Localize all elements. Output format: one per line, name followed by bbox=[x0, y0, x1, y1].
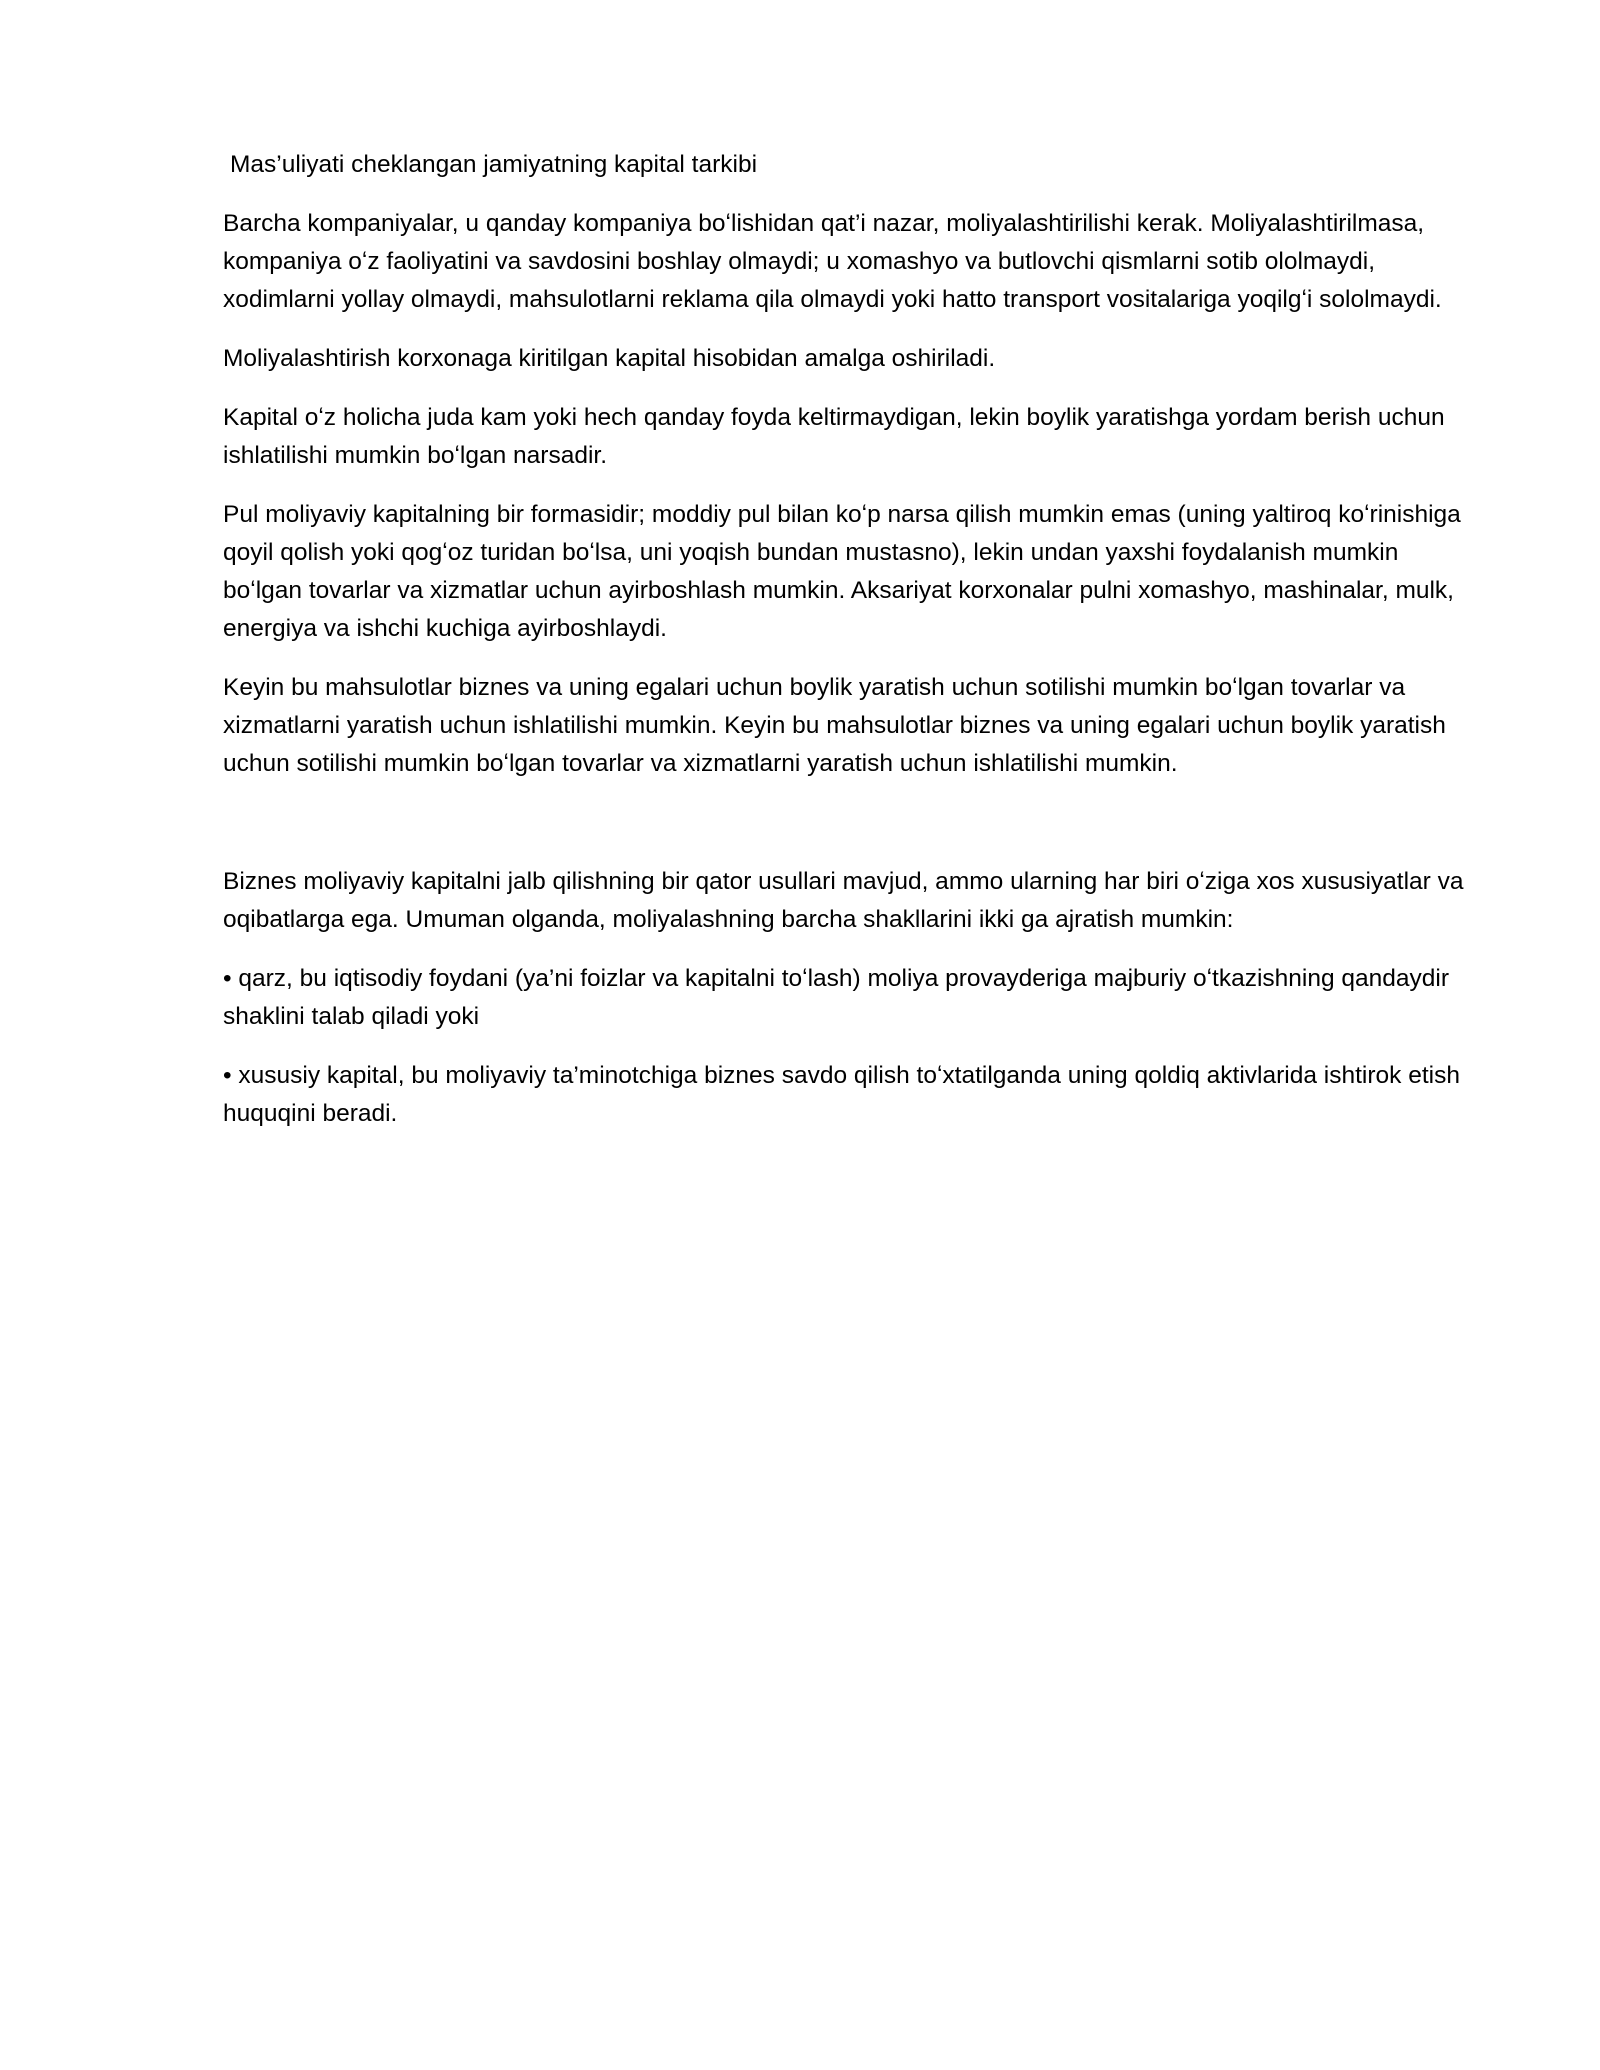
paragraph-products-wealth: Keyin bu mahsulotlar biznes va uning egalari uchun boylik yaratish uchun sotilishi mumkin boʻlgan tovarlar va xizmatlarni yaratish uchun ishlatilishi mumkin. Keyin bu mahsulotlar biznes va uning egalari uchun boylik yaratish uchun sotilishi mumkin boʻlgan tovarlar va xizmatlarni yaratish uchun ishlatilishi mumkin. bbox=[223, 674, 1446, 777]
paragraph-capital-definition: Kapital oʻz holicha juda kam yoki hech qanday foyda keltirmaydigan, lekin boylik yaratishga yordam berish uchun ishlatilishi mumkin boʻlgan narsadir. bbox=[223, 404, 1445, 469]
paragraph-money-capital: Pul moliyaviy kapitalning bir formasidir; moddiy pul bilan koʻp narsa qilish mumkin emas (uning yaltiroq koʻrinishiga qoyil qolish yoki qogʻoz turidan boʻlsa, uni yoqish bundan mustasno), lekin undan yaxshi foydalanish mumkin boʻlgan tovarlar va xizmatlar uchun ayirboshlash mumkin. Aksariyat korxonalar pulni xomashyo, mashinalar, mulk, energiya va ishchi kuchiga ayirboshlaydi. bbox=[223, 501, 1461, 642]
paragraph-spacer bbox=[223, 804, 1483, 863]
document-body bbox=[223, 146, 1483, 1154]
paragraph-financing-source: Moliyalashtirish korxonaga kiritilgan kapital hisobidan amalga oshiriladi. bbox=[223, 345, 996, 372]
bullet-item-debt: • qarz, bu iqtisodiy foydani (ya’ni foizlar va kapitalni toʻlash) moliya provayderiga majburiy oʻtkazishning qandaydir shaklini talab qiladi yoki bbox=[223, 965, 1450, 1030]
paragraph-financing-methods: Biznes moliyaviy kapitalni jalb qilishning bir qator usullari mavjud, ammo ularning har biri oʻziga xos xususiyatlar va oqibatlarga ega. Umuman olganda, moliyalashning barcha shakllarini ikki ga ajratish mumkin: bbox=[223, 868, 1464, 933]
bullet-item-equity: • xususiy kapital, bu moliyaviy ta’minotchiga biznes savdo qilish toʻxtatilganda uning qoldiq aktivlarida ishtirok etish huquqini beradi. bbox=[223, 1062, 1460, 1127]
paragraph-financing-need: Barcha kompaniyalar, u qanday kompaniya boʻlishidan qat’i nazar, moliyalashtirilishi kerak. Moliyalashtirilmasa, kompaniya oʻz faoliyatini va savdosini boshlay olmaydi; u xomashyo va butlovchi qismlarni sotib ololmaydi, xodimlarni yollay olmaydi, mahsulotlarni reklama qila olmaydi yoki hatto transport vositalariga yoqilgʻi sololmaydi. bbox=[223, 210, 1442, 313]
document-title: Mas’uliyati cheklangan jamiyatning kapital tarkibi bbox=[230, 151, 758, 178]
